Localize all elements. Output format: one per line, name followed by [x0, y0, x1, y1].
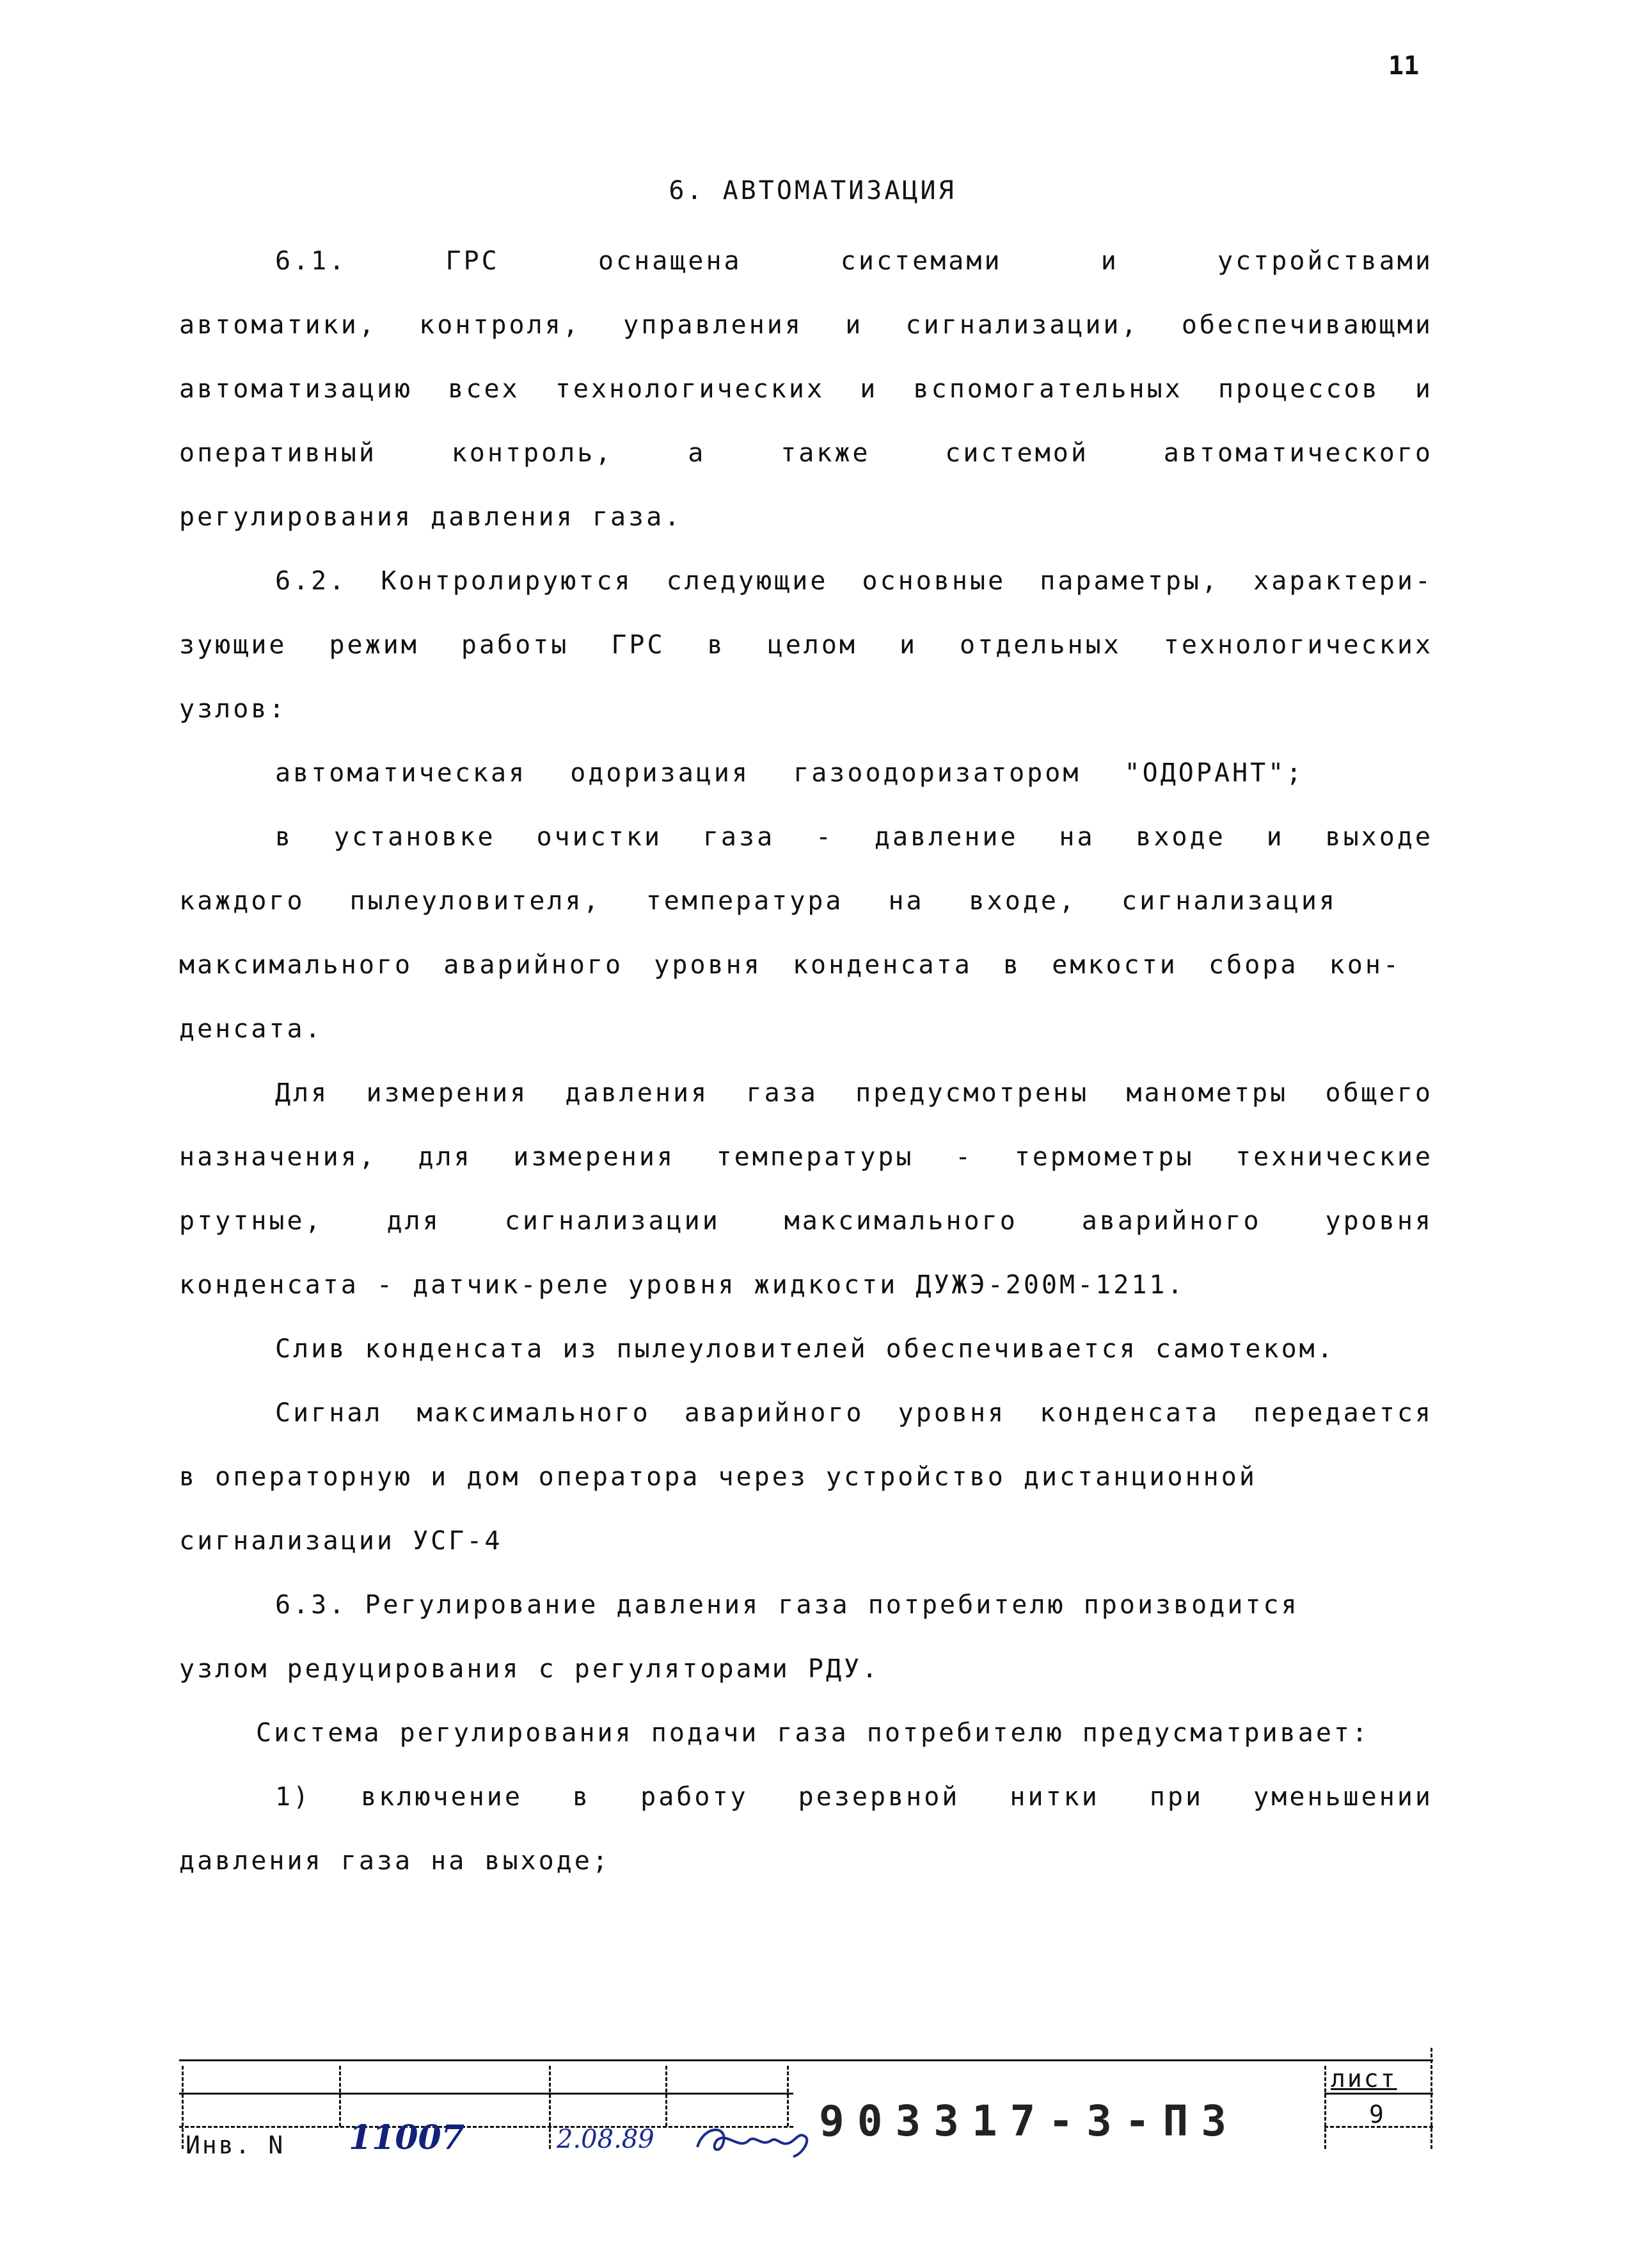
section-heading: 6. АВТОМАТИЗАЦИЯ	[669, 176, 956, 205]
text-line: денсата.	[179, 1014, 323, 1044]
text-line: максимального аварийного уровня конденсата в емкости сбора кон-	[179, 950, 1401, 980]
text-line: давления газа на выходе;	[179, 1846, 610, 1876]
stamp-divider	[1324, 2066, 1326, 2149]
text-line: регулирования давления газа.	[179, 502, 683, 532]
text-line: оперативный контроль, а также системой автоматического	[179, 438, 1433, 468]
title-block	[179, 2048, 1433, 2163]
text-line: Для измерения давления газа предусмотрены манометры общего	[275, 1078, 1433, 1108]
stamp-divider	[787, 2066, 789, 2127]
signature-icon	[691, 2118, 819, 2163]
text-line: узлов:	[179, 694, 287, 724]
text-line: назначения, для измерения температуры - термометры технические	[179, 1142, 1433, 1172]
text-line: автоматическая одоризация газоодоризатором "ОДОРАНТ";	[275, 758, 1304, 788]
text-line: Сигнал максимального аварийного уровня конденсата передается	[275, 1398, 1433, 1428]
stamp-rule	[179, 2093, 793, 2095]
stamp-rule	[1324, 2093, 1433, 2095]
text-line: конденсата - датчик-реле уровня жидкости ДУЖЭ-200М-1211.	[179, 1270, 1185, 1300]
text-line: зующие режим работы ГРС в целом и отдельных технологических	[179, 630, 1433, 660]
inventory-number: 11007	[349, 2118, 464, 2157]
text-line: в операторную и дом оператора через устройство дистанционной	[179, 1462, 1257, 1492]
document-code: 903317-3-ПЗ	[819, 2096, 1240, 2146]
stamp-divider	[339, 2066, 341, 2127]
text-line: Слив конденсата из пылеуловителей обеспечивается самотеком.	[275, 1334, 1335, 1364]
text-line: ртутные, для сигнализации максимального аварийного уровня	[179, 1206, 1433, 1236]
text-line: узлом редуцирования с регуляторами РДУ.	[179, 1654, 880, 1684]
text-line: 6.1. ГРС оснащена системами и устройствами	[275, 246, 1433, 276]
stamp-divider	[182, 2066, 184, 2149]
text-line: автоматизацию всех технологических и вспомогательных процессов и	[179, 374, 1433, 404]
stamp-rule	[179, 2059, 1433, 2061]
text-line: 1) включение в работу резервной нитки при уменьшении	[275, 1782, 1433, 1812]
sheet-number: 9	[1369, 2100, 1386, 2128]
sign-date: 2.08.89	[557, 2125, 654, 2154]
stamp-divider	[549, 2066, 551, 2149]
text-line: Система регулирования подачи газа потребителю предусматривает:	[256, 1718, 1370, 1748]
stamp-divider	[1431, 2048, 1432, 2149]
sheet-label: лист	[1331, 2064, 1397, 2093]
text-line: в установке очистки газа - давление на входе и выходе	[275, 822, 1433, 852]
text-line: 6.3. Регулирование давления газа потребителю производится	[275, 1590, 1299, 1620]
text-line: каждого пылеуловителя, температура на входе, сигнализация	[179, 886, 1337, 916]
text-line: сигнализации УСГ-4	[179, 1526, 503, 1556]
text-line: 6.2. Контролируются следующие основные параметры, характери-	[275, 566, 1433, 596]
stamp-divider	[665, 2066, 667, 2127]
inventory-label: Инв. N	[186, 2131, 285, 2159]
text-line: автоматики, контроля, управления и сигнализации, обеспечивающми	[179, 310, 1433, 340]
page-number: 11	[1388, 51, 1420, 81]
